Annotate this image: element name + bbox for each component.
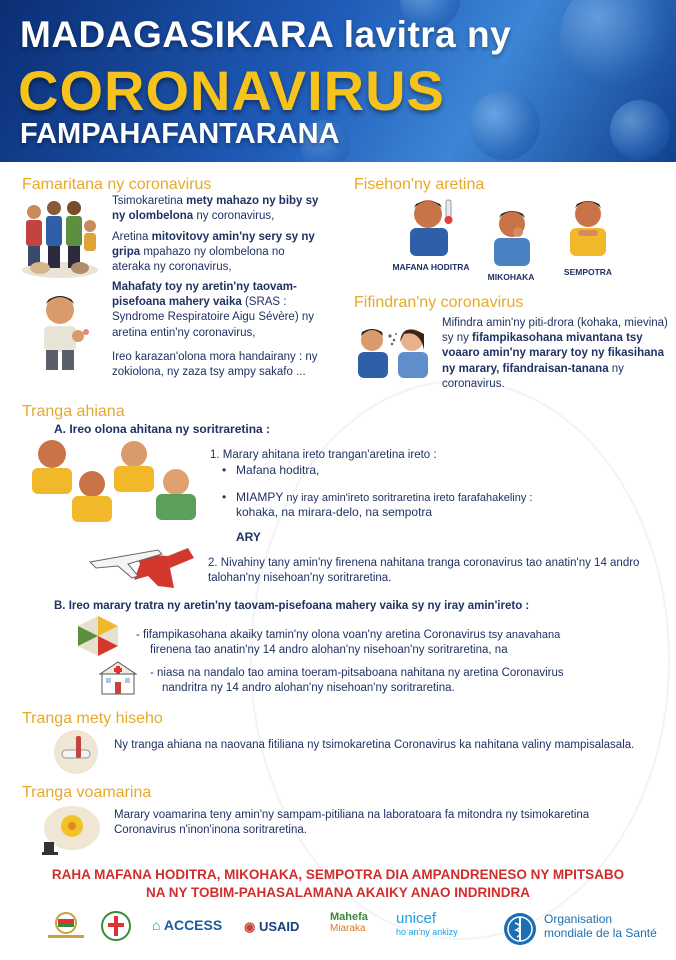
criteria-bullet-additional: • MIAMPY ny iray amin'ireto soritraretina ireto farafahakeliny : — [222, 490, 533, 504]
fifindran-text: Mifindra amin'ny piti-drora (kohaka, mievina) sy ny fifampikasohana mivantana tsy voaaro amin'ny marary toy ny fikasihana ny marary, fifandraisan-tanana ny coronavirus. — [442, 317, 668, 390]
mahefa-label: Mahefa — [330, 911, 368, 923]
fever-symptom-illustration — [402, 196, 462, 258]
who-emblem-icon — [500, 911, 540, 947]
famaritana-title: Famaritana ny coronavirus — [22, 176, 212, 193]
criteria-item-1: 1. Marary ahitana ireto trangan'aretina ireto : — [210, 449, 437, 461]
criteria-bullet-symptoms: kohaka, na mirara-delo, na sempotra — [236, 505, 433, 519]
tranga-ahiana-subtitle-b: B. Ireo marary tratra ny aretin'ny taovam-pisefoana mahery vaika sy ny iray amin'ireto : — [54, 600, 530, 612]
family-illustration — [20, 196, 100, 280]
header-subtitle: FAMPAHAFANTARANA — [20, 118, 340, 150]
transmission-illustration — [354, 320, 434, 378]
usaid-logo: ◉ USAID — [244, 919, 300, 934]
cough-symptom-illustration — [488, 206, 538, 268]
symptom-label-fever: MAFANA HODITRA — [392, 262, 470, 272]
contact-criteria-2: - niasa na nandalo tao amina toeram-pitsaboana nahitana ny aretina Coronavirus — [150, 667, 564, 679]
unicef-label: unicef — [396, 910, 437, 927]
header-title-line1: MADAGASIKARA lavitra ny — [20, 14, 512, 55]
footer-warning-line2: NA NY TOBIM-PAHASALAMANA AKAIKY ANAO INDRINDRA — [146, 885, 530, 901]
contact-criteria-1-cont: firenena tao anatin'ny 14 andro alohan'ny nisehoan'ny soritraretina, na — [150, 644, 508, 656]
contact-criteria-1: - fifampikasohana akaiky tamin'ny olona voan'ny aretina Coronavirus tsy anavahana — [136, 629, 561, 641]
symptom-label-cough: MIKOHAKA — [487, 272, 535, 282]
ministry-logo — [44, 911, 88, 941]
symptoms-group-illustration — [26, 436, 202, 528]
who-line1: Organisation — [544, 912, 613, 926]
criteria-bullet-fever: • Mafana hoditra, — [222, 463, 320, 477]
symptom-label-breathing: SEMPOTRA — [563, 267, 613, 277]
access-logo: ⌂ ACCESS — [152, 917, 223, 933]
tranga-ahiana-title: Tranga ahiana — [22, 403, 125, 420]
test-swab-illustration — [50, 726, 104, 776]
fifindran-title: Fifindran'ny coronavirus — [354, 294, 524, 311]
health-emblem-logo — [100, 909, 132, 943]
criteria-and: ARY — [236, 530, 261, 544]
footer-warning-line1: RAHA MAFANA HODITRA, MIKOHAKA, SEMPOTRA DIA AMPANDRENESO NY MPITSABO — [51, 867, 625, 882]
partner-logos — [0, 905, 676, 955]
criteria-item-2: 2. Nivahiny tany amin'ny firenena nahitana tranga coronavirus tao anatin'ny 14 andro talohan'ny nisehoan'ny soritraretina. — [208, 557, 640, 585]
airplane-china-illustration — [88, 538, 198, 590]
sick-man-illustration — [26, 292, 98, 372]
fisehon-title: Fisehon'ny aretina — [354, 176, 485, 193]
miaraka-label: Miaraka — [330, 923, 366, 935]
tranga-mety-title: Tranga mety hiseho — [22, 710, 163, 727]
who-line2: mondiale de la Santé — [544, 925, 657, 940]
footer-warning — [0, 866, 676, 902]
famaritana-para2: Aretina mitovitovy amin'ny sery sy ny gripa mpahazo ny olombelona no ateraka ny coronavirus, — [112, 231, 315, 274]
contact-criteria-2-cont: nandritra ny 14 andro alohan'ny nisehoan'ny soritraretina. — [162, 682, 455, 694]
famaritana-para1: Tsimokaretina mety mahazo ny biby sy ny olombelona ny coronavirus, — [112, 195, 319, 223]
unicef-tagline: ho an'ny ankizy — [396, 926, 458, 937]
tranga-voamarina-title: Tranga voamarina — [22, 784, 152, 801]
lab-virus-illustration — [36, 802, 108, 856]
tranga-mety-text: Ny tranga ahiana na naovana fitiliana ny tsimokaretina Coronavirus ka nahitana valiny mampisalasala. — [114, 739, 635, 751]
header-title-coronavirus: CORONAVIRUS — [18, 59, 445, 122]
who-logo-text — [544, 913, 657, 941]
breathing-symptom-illustration — [564, 196, 614, 262]
famaritana-para3: Mahafaty toy ny aretin'ny taovam-pisefoana mahery vaika (SRAS : Syndrome Respiratoire Aigu Sévère) ny aretina entin'ny coronavirus, — [112, 281, 314, 339]
usaid-seal-icon: ◉ — [244, 919, 256, 934]
header-banner — [0, 0, 676, 162]
access-house-icon: ⌂ — [152, 917, 161, 933]
tranga-ahiana-subtitle-a: A. Ireo olona ahitana ny soritraretina : — [54, 422, 271, 436]
close-contact-illustration — [70, 614, 126, 658]
tranga-voamarina-text: Marary voamarina teny amin'ny sampam-pitiliana na laboratoara fa mitondra ny tsimokaretina Coronavirus n'inon'inona soritraretina. — [114, 809, 590, 837]
hospital-illustration — [96, 660, 140, 696]
mahefa-miaraka-logo — [330, 911, 368, 934]
unicef-logo — [396, 911, 458, 937]
famaritana-para4: Ireo karazan'olona mora handairany : ny zokiolona, ny zaza tsy ampy sakafo ... — [112, 351, 318, 379]
